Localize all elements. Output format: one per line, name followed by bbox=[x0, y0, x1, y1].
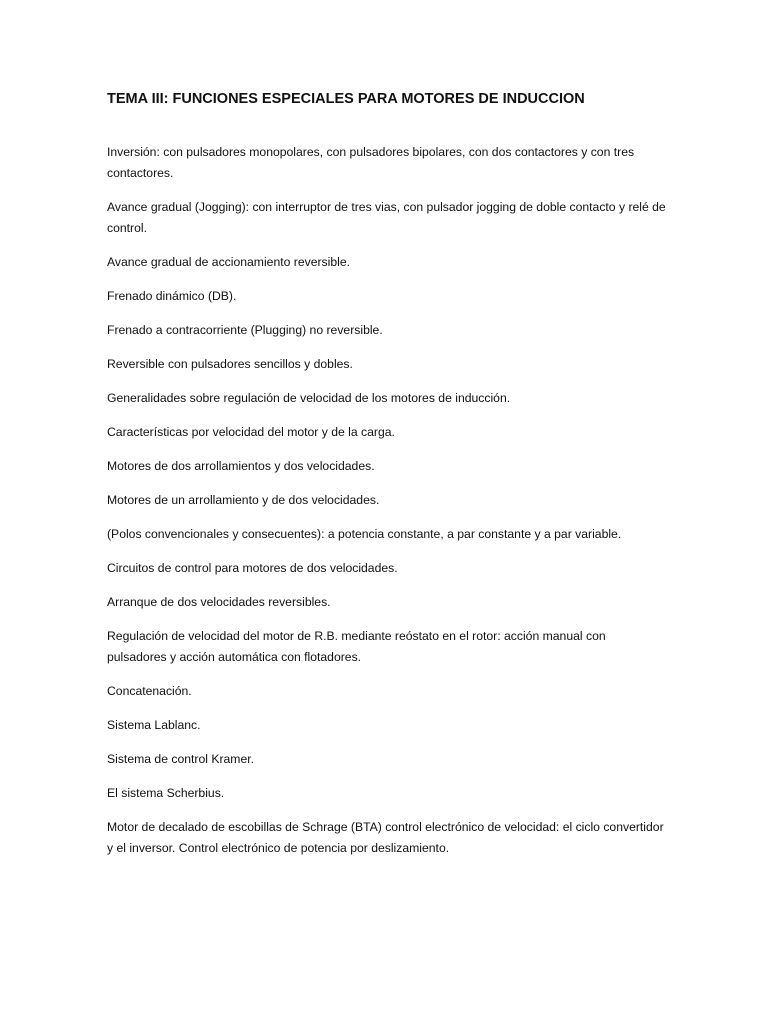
topic-item: Reversible con pulsadores sencillos y dobles. bbox=[107, 357, 353, 371]
topic-item: Frenado dinámico (DB). bbox=[107, 289, 237, 303]
topic-item: Regulación de velocidad del motor de R.B. mediante reóstato en el rotor: acción manual con pulsadores y acción automática con flotadores. bbox=[107, 629, 606, 664]
topic-item: Características por velocidad del motor y de la carga. bbox=[107, 425, 395, 439]
topic-item: Avance gradual de accionamiento reversible. bbox=[107, 255, 350, 269]
topic-item: (Polos convencionales y consecuentes): a potencia constante, a par constante y a par variable. bbox=[107, 527, 622, 541]
topic-item: Sistema Lablanc. bbox=[107, 718, 201, 732]
topic-item: Motores de un arrollamiento y de dos velocidades. bbox=[107, 493, 380, 507]
topic-list bbox=[107, 142, 667, 872]
topic-item: Motores de dos arrollamientos y dos velocidades. bbox=[107, 459, 375, 473]
topic-item: Frenado a contracorriente (Plugging) no reversible. bbox=[107, 323, 383, 337]
topic-item: Circuitos de control para motores de dos velocidades. bbox=[107, 561, 398, 575]
topic-item: Inversión: con pulsadores monopolares, con pulsadores bipolares, con dos contactores y con tres contactores. bbox=[107, 145, 635, 180]
topic-item: Arranque de dos velocidades reversibles. bbox=[107, 595, 331, 609]
topic-item: Avance gradual (Jogging): con interruptor de tres vias, con pulsador jogging de doble contacto y relé de control. bbox=[107, 200, 666, 235]
topic-item: Sistema de control Kramer. bbox=[107, 752, 254, 766]
topic-item: Motor de decalado de escobillas de Schrage (BTA) control electrónico de velocidad: el ciclo convertidor y el inversor. Control electrónico de potencia por deslizamiento. bbox=[107, 820, 664, 855]
topic-item: El sistema Scherbius. bbox=[107, 786, 225, 800]
topic-item: Concatenación. bbox=[107, 684, 192, 698]
page-title: TEMA III: FUNCIONES ESPECIALES PARA MOTORES DE INDUCCION bbox=[107, 91, 585, 107]
topic-item: Generalidades sobre regulación de velocidad de los motores de inducción. bbox=[107, 391, 511, 405]
